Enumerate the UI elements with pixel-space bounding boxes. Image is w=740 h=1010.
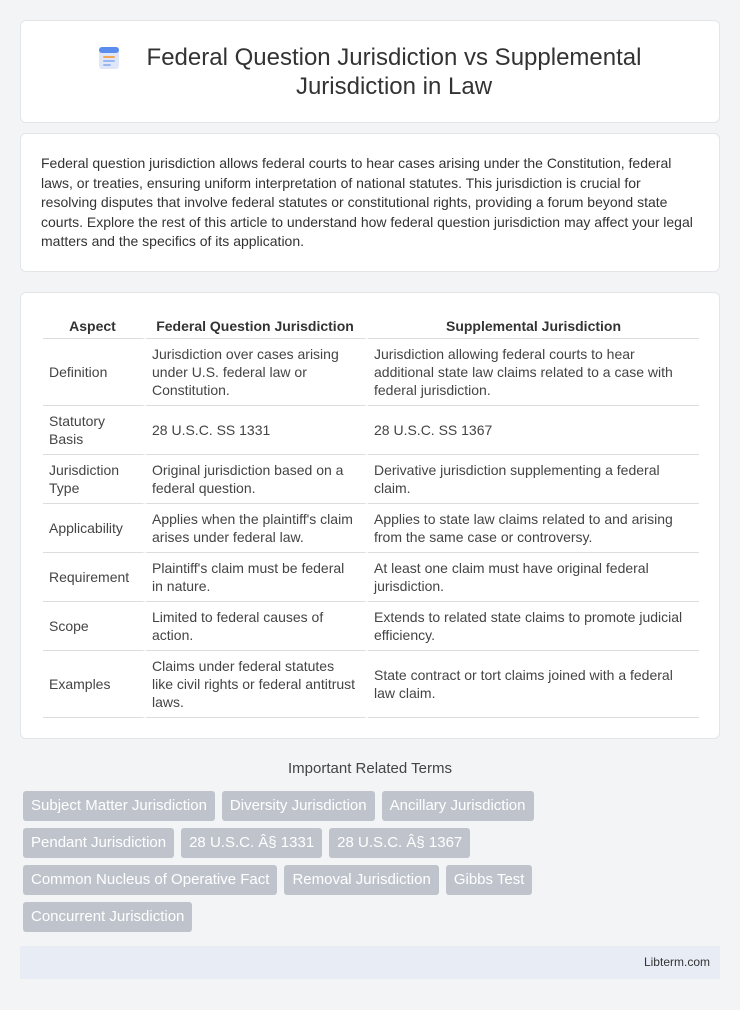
cell-supplemental: Derivative jurisdiction supplementing a federal claim. — [368, 455, 699, 504]
related-term-tag[interactable]: Subject Matter Jurisdiction — [23, 791, 215, 821]
cell-federal-question: Plaintiff's claim must be federal in nature. — [146, 553, 368, 602]
cell-federal-question: Applies when the plaintiff's claim arises under federal law. — [146, 504, 368, 553]
cell-aspect: Scope — [43, 602, 146, 651]
cell-federal-question: Claims under federal statutes like civil rights or federal antitrust laws. — [146, 651, 368, 718]
cell-federal-question: Original jurisdiction based on a federal question. — [146, 455, 368, 504]
table-row — [43, 339, 699, 406]
table-row — [43, 602, 699, 651]
cell-supplemental: Applies to state law claims related to and arising from the same case or controversy. — [368, 504, 699, 553]
footer-site-link[interactable]: Libterm.com — [643, 955, 710, 969]
cell-aspect: Statutory Basis — [43, 406, 146, 455]
cell-federal-question: Jurisdiction over cases arising under U.S. federal law or Constitution. — [146, 339, 368, 406]
cell-supplemental: Extends to related state claims to promote judicial efficiency. — [368, 602, 699, 651]
header-federal-question: Federal Question Jurisdiction — [146, 313, 368, 339]
related-term-tag[interactable]: Common Nucleus of Operative Fact — [23, 865, 277, 895]
header-aspect: Aspect — [43, 313, 146, 339]
related-term-tag[interactable]: Ancillary Jurisdiction — [382, 791, 534, 821]
table-row — [43, 504, 699, 553]
header-supplemental: Supplemental Jurisdiction — [368, 313, 699, 339]
cell-supplemental: 28 U.S.C. SS 1367 — [368, 406, 699, 455]
cell-federal-question: Limited to federal causes of action. — [146, 602, 368, 651]
header-card — [20, 20, 720, 123]
table-row — [43, 455, 699, 504]
cell-supplemental: At least one claim must have original federal jurisdiction. — [368, 553, 699, 602]
table-row — [43, 553, 699, 602]
related-term-tag[interactable]: Pendant Jurisdiction — [23, 828, 174, 858]
comparison-table — [43, 313, 699, 718]
cell-aspect: Jurisdiction Type — [43, 455, 146, 504]
footer — [20, 946, 720, 979]
cell-federal-question: 28 U.S.C. SS 1331 — [146, 406, 368, 455]
cell-supplemental: State contract or tort claims joined with a federal law claim. — [368, 651, 699, 718]
cell-aspect: Requirement — [43, 553, 146, 602]
table-row — [43, 406, 699, 455]
comparison-card — [20, 292, 720, 739]
related-terms-title: Important Related Terms — [288, 760, 452, 777]
cell-supplemental: Jurisdiction allowing federal courts to hear additional state law claims related to a case with federal jurisdiction. — [368, 339, 699, 406]
related-term-tag[interactable]: Concurrent Jurisdiction — [23, 902, 192, 932]
related-term-tag[interactable]: Removal Jurisdiction — [284, 865, 438, 895]
document-icon — [96, 45, 122, 71]
related-terms-list — [23, 791, 723, 939]
cell-aspect: Definition — [43, 339, 146, 406]
table-row — [43, 651, 699, 718]
cell-aspect: Applicability — [43, 504, 146, 553]
related-term-tag[interactable]: 28 U.S.C. Â§ 1367 — [329, 828, 470, 858]
cell-aspect: Examples — [43, 651, 146, 718]
related-term-tag[interactable]: Diversity Jurisdiction — [222, 791, 375, 821]
table-header-row — [43, 313, 699, 339]
intro-card — [20, 133, 720, 272]
page-title: Federal Question Jurisdiction vs Supplemental Jurisdiction in Law — [146, 43, 642, 100]
intro-text: Federal question jurisdiction allows federal courts to hear cases arising under the Constitution, federal laws, or treaties, ensuring uniform interpretation of national statutes. This jurisdiction is crucial for resolving disputes that involve federal statutes or constitutional rights, providing a forum beyond state courts. Explore the rest of this article to understand how federal question jurisdiction may affect your legal matters and the specifics of its application. — [41, 155, 693, 249]
related-term-tag[interactable]: Gibbs Test — [446, 865, 533, 895]
related-term-tag[interactable]: 28 U.S.C. Â§ 1331 — [181, 828, 322, 858]
